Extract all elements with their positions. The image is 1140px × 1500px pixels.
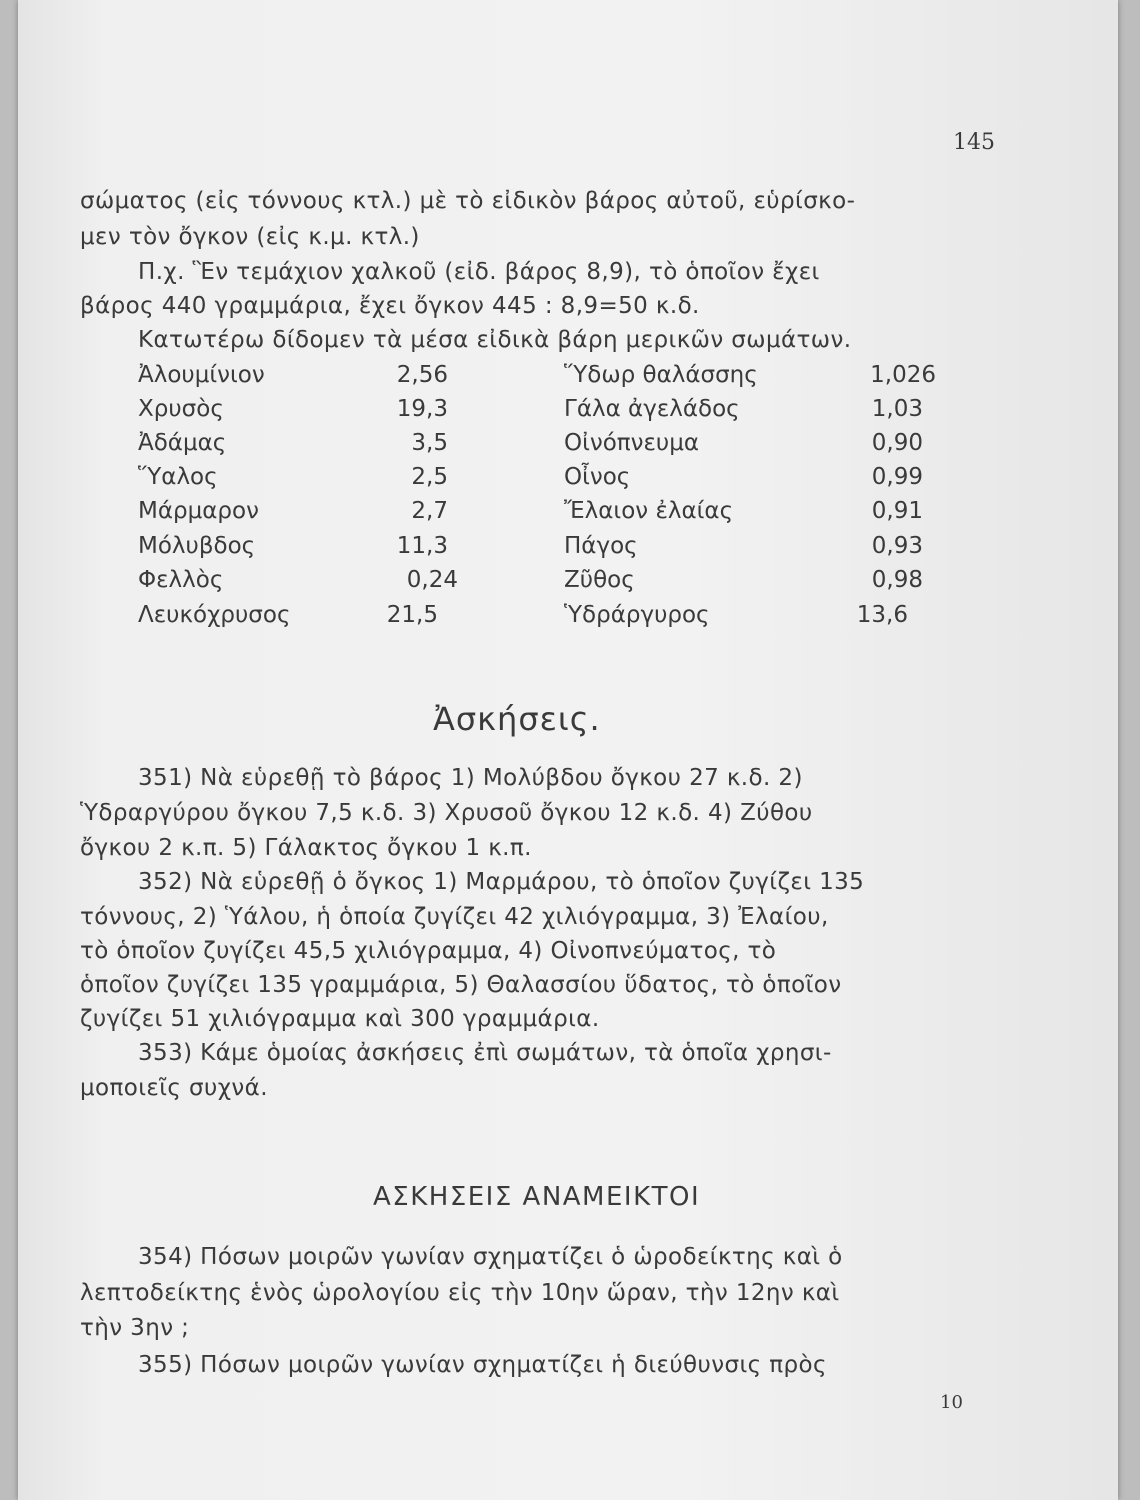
intro-line: μεν τὸν ὄγκον (εἰς κ.μ. κτλ.) bbox=[80, 224, 420, 250]
material-value: 2,7 bbox=[411, 498, 448, 524]
exercise-line: τόννους, 2) Ὑάλου, ἡ ὁποία ζυγίζει 42 χιλιόγραμμα, 3) Ἐλαίου, bbox=[80, 904, 829, 930]
intro-line: Κατωτέρω δίδομεν τὰ μέσα εἰδικὰ βάρη μερικῶν σωμάτων. bbox=[138, 327, 852, 353]
mixed-exercise-line: 354) Πόσων μοιρῶν γωνίαν σχηματίζει ὁ ὡροδείκτης καὶ ὁ bbox=[138, 1244, 843, 1270]
material-name: Ζῦθος bbox=[564, 567, 635, 593]
exercises-heading: Ἀσκήσεις. bbox=[433, 700, 601, 738]
exercise-line: μοποιεῖς συχνά. bbox=[80, 1075, 268, 1101]
material-value: 0,93 bbox=[871, 533, 923, 559]
material-value: 1,026 bbox=[870, 362, 936, 388]
page-number: 145 bbox=[953, 130, 995, 155]
intro-line: βάρος 440 γραμμάρια, ἔχει ὄγκον 445 : 8,9=50 κ.δ. bbox=[80, 293, 700, 319]
exercise-line: 351) Νὰ εὑρεθῇ τὸ βάρος 1) Μολύβδου ὄγκου 27 κ.δ. 2) bbox=[138, 765, 803, 791]
material-name: Μόλυβδος bbox=[138, 533, 256, 559]
material-value: 21,5 bbox=[386, 602, 438, 628]
material-name: Οἶνος bbox=[564, 464, 631, 490]
mixed-exercise-line: λεπτοδείκτης ἑνὸς ὡρολογίου εἰς τὴν 10ην ὥραν, τὴν 12ην καὶ bbox=[80, 1280, 840, 1306]
material-value: 11,3 bbox=[396, 533, 448, 559]
material-value: 3,5 bbox=[411, 430, 448, 456]
signature-number: 10 bbox=[940, 1392, 963, 1413]
material-value: 0,98 bbox=[871, 567, 923, 593]
material-value: 19,3 bbox=[396, 396, 448, 422]
exercise-line: 352) Νὰ εὑρεθῇ ὁ ὄγκος 1) Μαρμάρου, τὸ ὁποῖον ζυγίζει 135 bbox=[138, 869, 865, 895]
material-value: 2,5 bbox=[411, 464, 448, 490]
exercise-line: ὁποῖον ζυγίζει 135 γραμμάρια, 5) Θαλασσίου ὕδατος, τὸ ὁποῖον bbox=[80, 972, 842, 998]
material-value: 0,99 bbox=[871, 464, 923, 490]
material-value: 13,6 bbox=[856, 602, 908, 628]
mixed-exercise-line: 355) Πόσων μοιρῶν γωνίαν σχηματίζει ἡ διεύθυνσις πρὸς bbox=[138, 1352, 827, 1378]
material-name: Φελλὸς bbox=[138, 567, 224, 593]
material-value: 0,91 bbox=[871, 498, 923, 524]
mixed-exercises-heading: ΑΣΚΗΣΕΙΣ ΑΝΑΜΕΙΚΤΟΙ bbox=[373, 1182, 701, 1212]
material-name: Χρυσὸς bbox=[138, 396, 224, 422]
material-name: Ἀδάμας bbox=[138, 430, 227, 456]
intro-line: σώματος (εἰς τόννους κτλ.) μὲ τὸ εἰδικὸν βάρος αὐτοῦ, εὑρίσκο- bbox=[80, 188, 856, 214]
material-value: 1,03 bbox=[871, 396, 923, 422]
mixed-exercise-line: τὴν 3ην ; bbox=[80, 1315, 190, 1341]
exercise-line: 353) Κάμε ὁμοίας ἀσκήσεις ἐπὶ σωμάτων, τὰ ὁποῖα χρησι- bbox=[138, 1040, 832, 1066]
material-name: Ὕαλος bbox=[138, 464, 218, 490]
material-name: Μάρμαρον bbox=[138, 498, 259, 524]
material-name: Ἀλουμίνιον bbox=[138, 362, 265, 388]
exercise-line: Ὑδραργύρου ὄγκου 7,5 κ.δ. 3) Χρυσοῦ ὄγκου 12 κ.δ. 4) Ζύθου bbox=[80, 800, 813, 826]
material-value: 0,90 bbox=[871, 430, 923, 456]
material-name: Ὕδωρ θαλάσσης bbox=[564, 362, 758, 388]
material-name: Ἔλαιον ἐλαίας bbox=[564, 498, 734, 524]
exercise-line: τὸ ὁποῖον ζυγίζει 45,5 χιλιόγραμμα, 4) Οἰνοπνεύματος, τὸ bbox=[80, 938, 777, 964]
exercise-line: ζυγίζει 51 χιλιόγραμμα καὶ 300 γραμμάρια. bbox=[80, 1006, 600, 1032]
material-name: Γάλα ἀγελάδος bbox=[564, 396, 740, 422]
intro-line: Π.χ. Ἓν τεμάχιον χαλκοῦ (εἰδ. βάρος 8,9), τὸ ὁποῖον ἔχει bbox=[138, 259, 820, 285]
material-name: Πάγος bbox=[564, 533, 638, 559]
book-page bbox=[18, 0, 1118, 1500]
material-name: Οἰνόπνευμα bbox=[564, 430, 700, 456]
material-name: Λευκόχρυσος bbox=[138, 602, 291, 628]
material-value: 2,56 bbox=[396, 362, 448, 388]
exercise-line: ὄγκου 2 κ.π. 5) Γάλακτος ὄγκου 1 κ.π. bbox=[80, 835, 532, 861]
material-name: Ὑδράργυρος bbox=[564, 602, 710, 628]
material-value: 0,24 bbox=[406, 567, 458, 593]
